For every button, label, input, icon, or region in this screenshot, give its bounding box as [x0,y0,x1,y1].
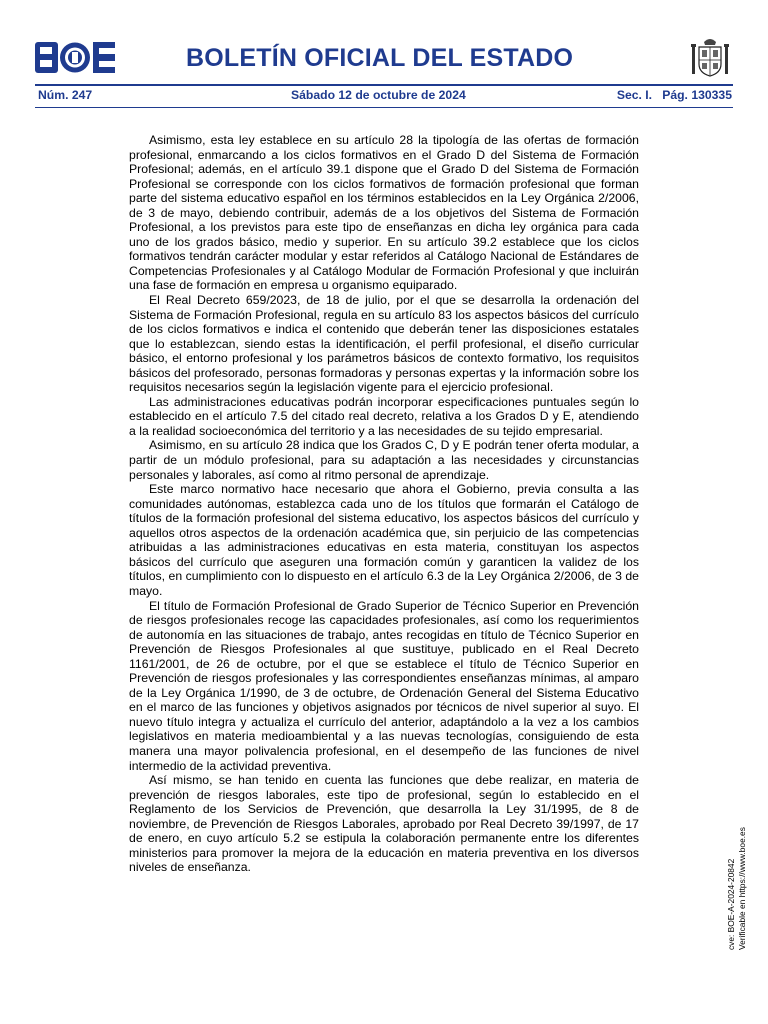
paragraph: Las administraciones educativas podrán incorporar especificaciones puntuales según lo establecido en el artículo 7.5 del citado real decreto, relativa a los Grados D y E, atendiendo a la realidad socioeconómica del territorio y a las necesidades de su tejido empresarial. [129,394,639,438]
paragraph: El Real Decreto 659/2023, de 18 de julio, por el que se desarrolla la ordenación del Sistema de Formación Profesional, regula en su artículo 83 los aspectos básicos del currículo de los ciclos formativos e indica el contenido que deberán tener las disposiciones estatales que lo establezcan, siendo estas la identificación, el perfil profesional, el diseño curricular básico, el entorno profesional y los parámetros básicos de contexto formativo, los requisitos básicos del profesorado, personas formadoras y personas expertas y la información sobre los requisitos necesarios según la legislación vigente para el ejercicio profesional. [129,293,639,395]
header-divider [35,84,733,86]
issue-date: Sábado 12 de octubre de 2024 [291,88,466,102]
coat-of-arms-icon [690,36,730,80]
paragraph: Este marco normativo hace necesario que ahora el Gobierno, previa consulta a las comunidades autónomas, establezca cada uno de los títulos que formarán el Catálogo de títulos de la formación profesional del sistema educativo, los aspectos básicos del currículo y aquellos otros aspectos de la ordenación académica que, sin perjuicio de las competencias atribuidas a las administraciones educativas en esta materia, constituyan los aspectos básicos del currículo que aseguren una formación común y garanticen la validez de los títulos, en cumplimiento con lo dispuesto en el artículo 6.3 de la Ley Orgánica 2/2006, de 3 de mayo. [129,482,639,598]
issue-info-bar [38,88,732,104]
header-divider-bottom [35,107,733,108]
verification-note [726,827,747,950]
masthead-title: BOLETÍN OFICIAL DEL ESTADO [186,44,574,72]
paragraph: Así mismo, se han tenido en cuenta las funciones que debe realizar, en materia de prevención de riesgos laborales, este tipo de profesional, según lo establecido en el Reglamento de los Servicios de Prevención, que desarrolla la Ley 31/1995, de 8 de noviembre, de Prevención de Riesgos Laborales, aprobado por Real Decreto 39/1997, de 17 de enero, en cuyo artículo 5.2 se estipula la colaboración permanente entre los diferentes ministerios para promover la mejora de la educación en materia preventiva en los diversos niveles de enseñanza. [129,773,639,875]
cve-code: cve: BOE-A-2024-20842 [726,858,736,950]
section-page: Sec. I. Pág. 130335 [616,88,732,102]
boe-logo-icon[interactable] [35,42,115,73]
paragraph: Asimismo, en su artículo 28 indica que los Grados C, D y E podrán tener oferta modular, a partir de un módulo profesional, para su adaptación a las necesidades y circunstancias personales y laborales, así como al ritmo personal de aprendizaje. [129,438,639,482]
paragraph: El título de Formación Profesional de Grado Superior de Técnico Superior en Prevención de riesgos profesionales recoge las capacidades profesionales, así como los requerimientos de autonomía en las situaciones de trabajo, antes recogidas en título de Técnico Superior en Prevención de Riesgos Profesionales al que sustituye, publicado en el Real Decreto 1161/2001, de 26 de octubre, por el que se establece el título de Técnico Superior en Prevención de riesgos profesionales y las correspondientes enseñanzas mínimas, al amparo de la Ley Orgánica 1/1990, de 3 de octubre, de Ordenación General del Sistema Educativo en el marco de las funciones y objetivos asignados por técnicos de nivel superior al suyo. El nuevo título integra y actualiza el currículo del anterior, adaptándolo a la vez a los cambios legislativos en materia medioambiental y a las nuevas tecnologías, consiguiendo de esta manera una mayor polivalencia profesional, en el desempeño de las funciones de nivel intermedio de la actividad preventiva. [129,598,639,773]
verify-link[interactable]: Verificable en https://www.boe.es [736,827,747,950]
paragraph: Asimismo, esta ley establece en su artículo 28 la tipología de las ofertas de formación profesional, enmarcando a los ciclos formativos en el Grado D del Sistema de Formación Profesional; además, en el artículo 39.1 dispone que el Grado D del Sistema de Formación Profesional se corresponde con los ciclos formativos de formación profesional que forman parte del sistema educativo español en los términos establecidos en la Ley Orgánica 2/2006, de 3 de mayo, debiendo contribuir, además de a los objetivos del Sistema de Formación Profesional, a los previstos para este tipo de enseñanzas en dicha ley orgánica para cada uno de los grados básico, medio y superior. En su artículo 39.2 establece que los ciclos formativos tendrán carácter modular y estar referidos al Catálogo Nacional de Estándares de Competencias Profesionales y al Catálogo Modular de Formación Profesional y que incluirán una fase de formación en empresa u organismo equiparado. [129,133,639,293]
document-body [129,133,639,875]
issue-number: Núm. 247 [38,88,93,102]
